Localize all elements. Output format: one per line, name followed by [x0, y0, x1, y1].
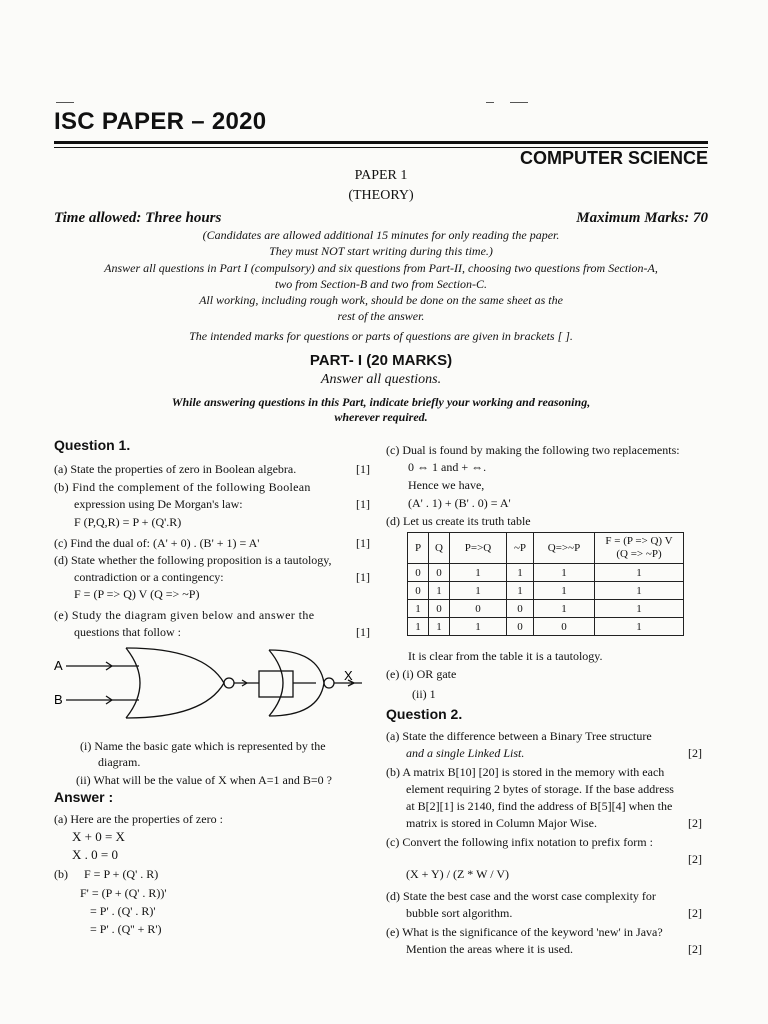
- answer-text: (e) (i) OR gate: [386, 667, 457, 681]
- instruction-line: rest of the answer.: [337, 309, 425, 323]
- table-header: Q: [429, 533, 450, 564]
- question-text: matrix is stored in Column Major Wise.: [406, 816, 597, 830]
- marks: [1]: [356, 536, 370, 550]
- input-b-label: B: [54, 692, 63, 707]
- question-text: (ii) What will be the value of X when A=1 and B=0 ?: [76, 773, 332, 787]
- table-cell: 0: [408, 582, 429, 600]
- table-row: [408, 564, 684, 582]
- question-1-title: Question 1.: [54, 437, 131, 453]
- part-subheading: Answer all questions.: [320, 372, 442, 387]
- table-cell: 1: [507, 582, 534, 600]
- instruction-line: two from Section-B and two from Section-C.: [274, 277, 488, 291]
- left-column: [54, 0, 374, 1024]
- marks: [2]: [688, 942, 702, 956]
- question-text: expression using De Morgan's law:: [74, 497, 243, 511]
- instruction-line: Answer all questions in Part I (compulsory) and six questions from Part-II, choosing two questions from Section-A,: [104, 261, 658, 275]
- input-a-label: A: [54, 658, 63, 673]
- logic-gate-diagram: [54, 640, 384, 725]
- table-cell: 1: [429, 582, 450, 600]
- question-text: (e) What is the significance of the keyword 'new' in Java?: [386, 925, 663, 939]
- marks: [1]: [356, 497, 370, 511]
- answer-text: (c) Dual is found by making the following two replacements:: [386, 443, 680, 457]
- table-cell: 1: [408, 618, 429, 636]
- answer-text: 0 ⇔ 1 and + ⇔.: [408, 460, 487, 474]
- answer-text: (d) Let us create its truth table: [386, 514, 531, 528]
- table-cell: 1: [595, 618, 684, 636]
- table-cell: 0: [534, 618, 595, 636]
- answer-heading: Answer :: [54, 789, 114, 805]
- truth-table: [407, 532, 684, 636]
- answer-text: X . 0 = 0: [72, 847, 118, 862]
- answer-text: F = P + (Q' . R): [84, 867, 159, 881]
- paper-number: PAPER 1: [354, 168, 408, 183]
- answer-text: = P' . (Q' . R)': [90, 904, 156, 918]
- marks: [2]: [688, 816, 702, 830]
- answer-text: (a) Here are the properties of zero :: [54, 812, 223, 826]
- table-header-row: [408, 533, 684, 564]
- table-row: [408, 618, 684, 636]
- question-text: (X + Y) / (Z * W / V): [406, 867, 509, 881]
- answer-text: (b): [54, 867, 68, 881]
- table-cell: 1: [408, 600, 429, 618]
- table-header: ~P: [507, 533, 534, 564]
- output-x-label: X: [344, 668, 353, 683]
- subject-title: COMPUTER SCIENCE: [519, 148, 708, 168]
- question-text: (e) Study the diagram given below and answer the: [54, 608, 315, 622]
- table-cell: 1: [450, 564, 507, 582]
- table-cell: 0: [507, 600, 534, 618]
- paper-title: ISC PAPER – 2020: [54, 108, 267, 135]
- question-text: Mention the areas where it is used.: [406, 942, 573, 956]
- table-cell: 0: [408, 564, 429, 582]
- table-cell: 1: [507, 564, 534, 582]
- table-row: [408, 600, 684, 618]
- answer-text: X + 0 = X: [72, 829, 125, 844]
- part-note: wherever required.: [334, 410, 428, 424]
- instruction-line: (Candidates are allowed additional 15 minutes for only reading the paper.: [202, 228, 560, 242]
- answer-text: It is clear from the table it is a tautology.: [408, 649, 603, 663]
- question-text: questions that follow :: [74, 625, 181, 639]
- question-text: F = (P => Q) V (Q => ~P): [74, 587, 200, 601]
- table-cell: 0: [429, 600, 450, 618]
- table-header: Q=>~P: [534, 533, 595, 564]
- question-2-title: Question 2.: [386, 706, 463, 722]
- table-header: F = (P => Q) V (Q => ~P): [595, 533, 684, 564]
- right-column: [386, 0, 710, 1024]
- instruction-line: All working, including rough work, should be done on the same sheet as the: [199, 293, 563, 307]
- question-text: at B[2][1] is 2140, find the address of B[5][4] when the: [406, 799, 673, 813]
- table-cell: 1: [534, 582, 595, 600]
- question-text: (i) Name the basic gate which is represented by the: [80, 739, 326, 753]
- table-cell: 1: [595, 600, 684, 618]
- table-cell: 1: [450, 618, 507, 636]
- table-row: [408, 582, 684, 600]
- question-text: bubble sort algorithm.: [406, 906, 513, 920]
- question-text: (d) State the best case and the worst case complexity for: [386, 889, 656, 903]
- question-text: (a) State the properties of zero in Boolean algebra.: [54, 462, 297, 476]
- paper-type: (THEORY): [348, 188, 414, 203]
- nor-gate-2: [234, 650, 362, 716]
- answer-text: = P' . (Q'' + R'): [90, 922, 162, 936]
- table-cell: 1: [450, 582, 507, 600]
- table-cell: 1: [595, 564, 684, 582]
- question-text: F (P,Q,R) = P + (Q'.R): [74, 515, 182, 529]
- time-allowed: Time allowed: Three hours: [54, 210, 222, 226]
- answer-text: (ii) 1: [412, 687, 436, 701]
- question-text: diagram.: [98, 755, 141, 769]
- marks: [1]: [356, 625, 370, 639]
- part-heading: PART- I (20 MARKS): [309, 352, 453, 369]
- table-cell: 1: [534, 564, 595, 582]
- marks: [1]: [356, 462, 370, 476]
- table-cell: 0: [507, 618, 534, 636]
- question-text: and a single Linked List.: [406, 746, 525, 760]
- marks: [2]: [688, 852, 702, 866]
- question-text: contradiction or a contingency:: [74, 570, 224, 584]
- question-text: (b) A matrix B[10] [20] is stored in the memory with each: [386, 765, 665, 779]
- marks: [1]: [356, 570, 370, 584]
- instruction-line: The intended marks for questions or parts of questions are given in brackets [ ].: [189, 329, 573, 343]
- table-cell: 1: [595, 582, 684, 600]
- answer-text: (A' . 1) + (B' . 0) = A': [408, 496, 511, 510]
- table-cell: 1: [534, 600, 595, 618]
- question-text: (c) Find the dual of: (A' + 0) . (B' + 1) = A': [54, 536, 260, 550]
- question-text: (a) State the difference between a Binary Tree structure: [386, 729, 652, 743]
- part-note: While answering questions in this Part, indicate briefly your working and reasoning,: [171, 395, 591, 409]
- marks: [2]: [688, 906, 702, 920]
- nor-gate-1: [66, 648, 234, 718]
- table-cell: 1: [429, 618, 450, 636]
- table-cell: 0: [429, 564, 450, 582]
- table-header: P=>Q: [450, 533, 507, 564]
- table-header: P: [408, 533, 429, 564]
- question-text: (b) Find the complement of the following Boolean: [54, 480, 311, 494]
- table-cell: 0: [450, 600, 507, 618]
- question-text: element requiring 2 bytes of storage. If the base address: [406, 782, 674, 796]
- question-text: (d) State whether the following proposition is a tautology,: [54, 553, 332, 567]
- answer-text: Hence we have,: [408, 478, 485, 492]
- max-marks: Maximum Marks: 70: [576, 210, 708, 226]
- instruction-line: They must NOT start writing during this time.): [269, 244, 493, 258]
- question-text: (c) Convert the following infix notation to prefix form :: [386, 835, 653, 849]
- marks: [2]: [688, 746, 702, 760]
- answer-text: F' = (P + (Q' . R))': [80, 886, 167, 900]
